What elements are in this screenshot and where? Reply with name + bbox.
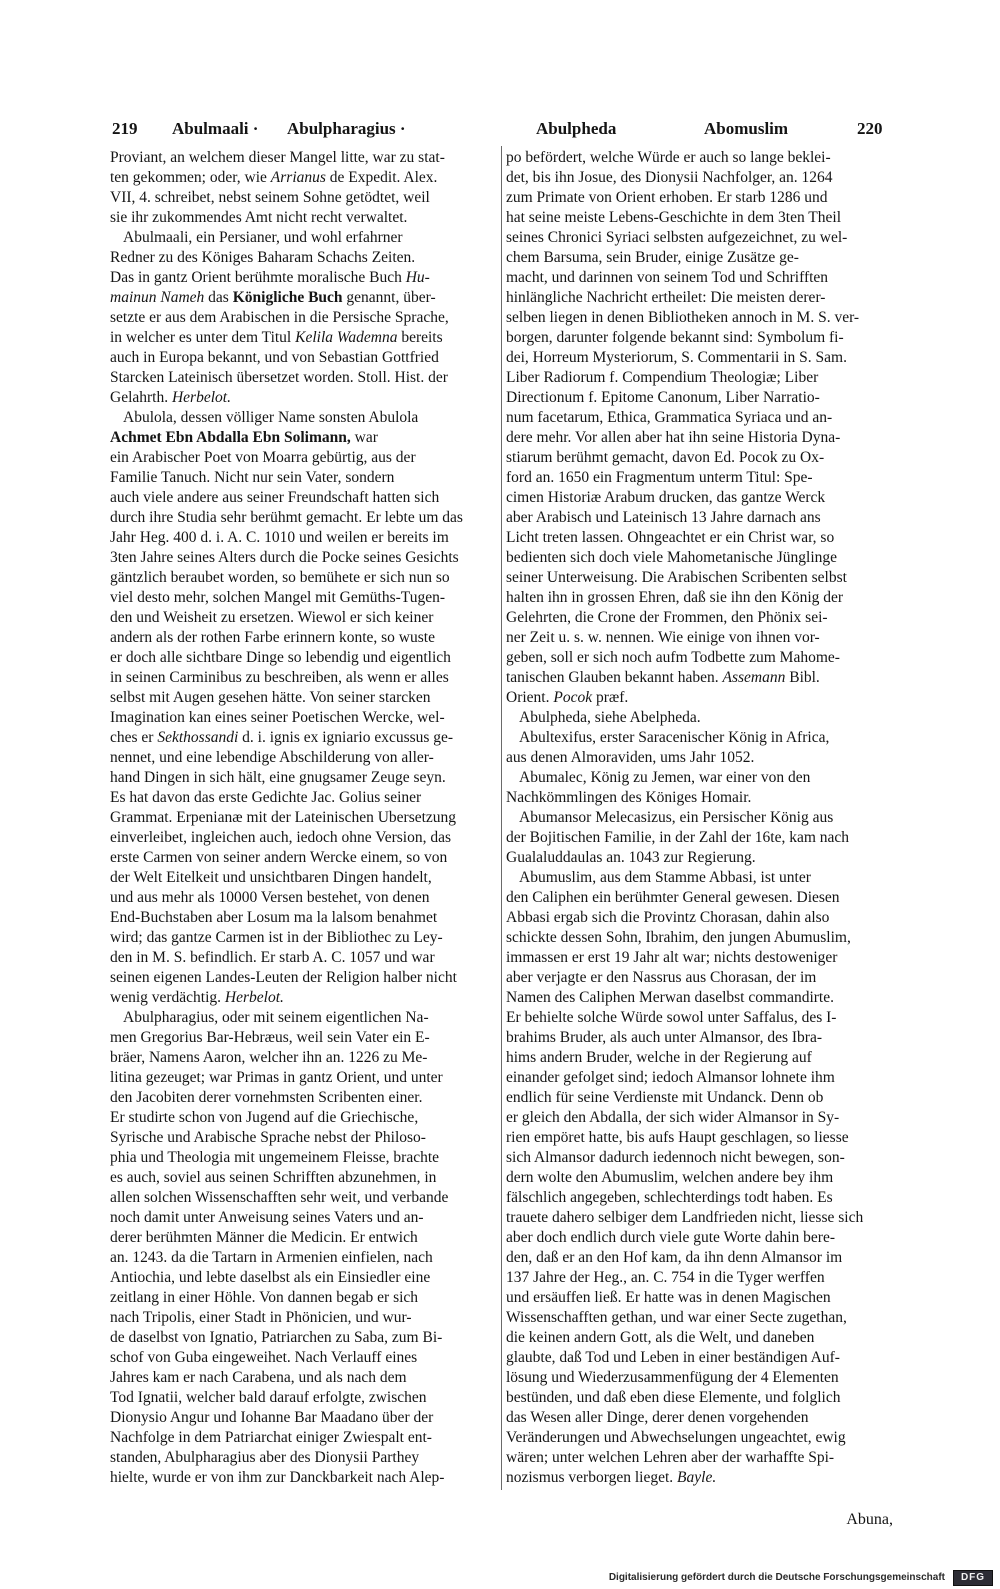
right-column-line [506,1468,894,1488]
left-column-line: es auch, soviel aus seinen Schrifften abzunehmen, in [110,1169,437,1186]
line-text: nozismus verborgen lieget. [506,1469,678,1486]
right-column-line: dere mehr. Vor allen aber hat ihn seine Historia Dyna- [506,429,841,446]
line-text: tanischen Glauben bekannt haben. [506,669,723,686]
left-column-line: allen solchen Wissenschafften sehr weit, und verbande [110,1189,449,1206]
right-column-line: einander gefolget sind; iedoch Almansor lohnete ihm [506,1069,835,1086]
left-column-line: wird; das gantze Carmen ist in der Bibliothec zu Ley- [110,929,443,946]
left-column-line: hand Dingen in sich hält, eine gnugsamer Zeuge seyn. [110,769,446,786]
line-text: das [204,289,233,306]
line-text: in welcher es unter dem Titul [110,329,296,346]
left-column-line: den in M. S. befindlich. Er starb A. C. 1057 und war [110,949,435,966]
left-column-line: noch damit unter Anweisung seines Vaters und an- [110,1209,424,1226]
right-column-line: Abumansor Melecasizus, ein Persischer König aus [519,809,834,826]
left-column-line [110,168,497,188]
right-column-line: aus denen Almoraviden, ums Jahr 1052. [506,749,755,766]
right-column-line: Nachkömmlingen des Königes Homair. [506,789,752,806]
right-column-line: aber verjagte er den Nassrus aus Chorasan, der im [506,969,817,986]
left-column-line: Abulmaali, ein Persianer, und wohl erfahrner [123,229,403,246]
right-column-line: zum Primate von Orient erhoben. Er starb 1286 und [506,189,828,206]
right-column-line: Namen des Caliphen Merwan daselbst commandirte. [506,989,834,1006]
left-column-line: nennet, und eine lebendige Abschilderung von aller- [110,749,434,766]
right-column-line: ner Zeit u. s. w. nennen. Wie einige von ihnen vor- [506,629,820,646]
line-text: wenig verdächtig. [110,989,225,1006]
left-running-head-first: Abulmaali · [172,119,259,138]
left-column-line: selbst mit Augen gesehen hätte. Von seiner starcken [110,689,431,706]
right-column-line: 137 Jahre der Heg., an. C. 754 in die Tyger werffen [506,1269,825,1286]
left-column-line: zeitlang in einer Höhle. Von dannen begab er sich [110,1289,419,1306]
bold-name: Königliche Buch [232,289,343,306]
line-text: d. i. ignis ex igniario excussus ge- [238,729,454,746]
line-text: bereits [397,329,443,346]
left-column-line: und aus mehr als 10000 Versen bestehet, von denen [110,889,430,906]
right-column-line: seines Chronici Syriaci selbsten aufgezeichnet, zu wel- [506,229,848,246]
right-running-head-last: Abomuslim [704,119,789,138]
right-column-line: rien empöret hatte, bis aufs Haupt geschlagen, so liesse [506,1129,849,1146]
left-column-line: nach Tripolis, einer Stadt in Phönicien, und wur- [110,1309,412,1326]
right-column-line: Liber Radiorum f. Compendium Theologiæ; Liber [506,369,819,386]
left-column-line: Jahr Heg. 400 d. i. A. C. 1010 und weilen er bereits im [110,529,449,546]
left-column-line: Abulpharagius, oder mit seinem eigentlichen Na- [123,1009,429,1026]
right-column-line: hat seine meiste Lebens-Geschichte in dem 3ten Theil [506,209,842,226]
left-column-line: standen, Abulpharagius aber des Dionysii Parthey [110,1449,420,1466]
right-column-line: bedienten sich doch viele Mahometanische Jünglinge [506,549,838,566]
right-column-line: er gleich den Abdalla, der sich wider Almansor in Sy- [506,1109,840,1126]
right-column-line: fälschlich angegeben, schlechterdings todt haben. Es [506,1189,833,1206]
left-column-line: Proviant, an welchem dieser Mangel litte, war zu stat- [110,149,445,166]
left-column-line: einverleibet, ingleichen auch, iedoch ohne Version, das [110,829,452,846]
left-column-line: derer berühmten Männer die Medicin. Er entwich [110,1229,418,1246]
left-column-line: in seinen Carminibus zu beschreiben, als wenn er alles [110,669,449,686]
right-column-line: seiner Unterweisung. Die Arabischen Scribenten selbst [506,569,847,586]
right-column-line: Licht treten lassen. Ohngeachtet er ein Christ war, so [506,529,835,546]
italic-reference: Kelila Wademna [295,329,398,346]
left-column-line: phia und Theologia mit ungemeinem Fleisse, brachte [110,1149,440,1166]
italic-reference: Sekthossandi [157,729,239,746]
left-column-line: litina gezeuget; war Primas in gantz Orient, und unter [110,1069,443,1086]
left-column-line [110,268,497,288]
italic-reference: Hu- [405,269,430,286]
right-column-line: dei, Horreum Mysteriorum, S. Commentarii in S. Sam. [506,349,847,366]
right-column-line: Wissenschafften gethan, und war einer Secte zugethan, [506,1309,847,1326]
italic-reference: Pocok [553,689,593,706]
right-column-line: immassen er erst 19 Jahr alt war; nichts destoweniger [506,949,838,966]
right-column-line: borgen, darunter folgende bekannt sind: Symbolum fi- [506,329,844,346]
right-column-line: brahims Bruder, als auch unter Almansor, des Ibra- [506,1029,822,1046]
left-column-line [110,388,497,408]
right-column-line: macht, und darinnen von seinem Tod und Schrifften [506,269,829,286]
left-column-line: Jahres kam er nach Carabena, und als nach dem [110,1369,407,1386]
right-column-line: bestünden, und daß eben diese Elemente, und folglich [506,1389,841,1406]
right-column-line: Gelehrten, die Crone der Frommen, den Phönix sei- [506,609,828,626]
left-page-number: 219 [112,119,138,138]
right-column-line: Veränderungen und Abwechselungen ungeachtet, ewig [506,1429,846,1446]
right-column-line: dern wolte den Abumuslim, welchen andere bey ihm [506,1169,834,1186]
right-column-line: Abbasi ergab sich die Provintz Chorasan, dahin also [506,909,830,926]
italic-reference: mainun Nameh [110,289,205,306]
left-column-line: Es hat davon das erste Gedichte Jac. Golius seiner [110,789,422,806]
right-column-line [506,688,894,708]
left-column-line: durch ihre Studia sehr berühmt gemacht. Er lebte um das [110,509,463,526]
right-column-line: glaubte, daß Tod und Leben in einer beständigen Auf- [506,1349,840,1366]
right-running-head-first: Abulpheda [536,119,617,138]
dfg-logo: DFG [953,1570,993,1586]
left-column-line: Grammat. Erpenianæ mit der Lateinischen Ubersetzung [110,809,457,826]
right-page-number: 220 [857,119,883,138]
right-column-line: hims andern Bruder, welche in der Regierung auf [506,1049,812,1066]
left-column-line: Abulola, dessen völliger Name sonsten Abulola [123,409,419,426]
right-column-line: selben liegen in denen Bibliotheken annoch in M. S. ver- [506,309,860,326]
italic-reference: Bayle. [677,1469,717,1486]
left-column-line: bräer, Namens Aaron, welcher ihn an. 1226 zu Me- [110,1049,428,1066]
italic-reference: Herbelot. [171,389,231,406]
line-text: Bibl. [785,669,820,686]
left-column-line: er doch alle sichtbare Dinge so lebendig und eigentlich [110,649,451,666]
right-column-line: Abultexifus, erster Saracenischer König in Africa, [519,729,830,746]
right-column-line: Directionum f. Epitome Canonum, Liber Narratio- [506,389,820,406]
italic-reference: Assemann [722,669,786,686]
left-text-column [110,148,497,1488]
line-text: Gelahrth. [110,389,172,406]
catchword: Abuna, [846,1511,893,1528]
right-column-line: das Wesen aller Dinge, derer denen vorgehenden [506,1409,809,1426]
right-column-line: wären; unter welchen Lehren aber der warhaffte Spi- [506,1449,835,1466]
left-column-line: End-Buchstaben aber Losum ma la lalsom benahmet [110,909,438,926]
right-column-line: sich Almansor dadurch iedennoch nicht bewegen, son- [506,1149,845,1166]
right-column-line: Er behielte solche Würde sowol unter Saffalus, des I- [506,1009,837,1026]
right-column-line: der Bojitischen Familie, in der Zahl der 16te, kam nach [506,829,850,846]
left-column-line: setzte er aus dem Arabischen in die Persische Sprache, [110,309,449,326]
left-column-line: Antiochia, und lebte daselbst als ein Einsiedler eine [110,1269,431,1286]
column-divider [501,146,502,1490]
right-column-line [506,668,894,688]
right-column-line: num facetarum, Ethica, Grammatica Syriaca und an- [506,409,833,426]
right-column-line: halten ihn in grossen Ehren, daß sie ihn den König der [506,589,844,606]
left-column-line: der Welt Eitelkeit und unsichtbaren Dingen handelt, [110,869,432,886]
left-column-line: schof von Guba eingeweihet. Nach Verlauff eines [110,1349,418,1366]
left-column-line [110,988,497,1008]
left-column-line: hielte, wurde er von ihm zur Danckbarkeit nach Alep- [110,1469,445,1486]
left-column-line [110,288,497,308]
left-column-line: sie ihr zukommendes Amt nicht recht verwaltet. [110,209,408,226]
left-column-line: Nachfolge in dem Patriarchat einiger Zwiespalt ent- [110,1429,432,1446]
left-column-line: Familie Tanuch. Nicht nur sein Vater, sondern [110,469,395,486]
left-column-line: gäntzlich beraubet worden, so bemühete er sich nun so [110,569,450,586]
line-text: war [350,429,378,446]
left-column-line: erste Carmen von seiner andern Wercke einem, so von [110,849,448,866]
right-column-line: trauete dahero selbiger dem Landfrieden nicht, liesse sich [506,1209,864,1226]
line-text: præf. [592,689,629,706]
left-column-line: viel desto mehr, solchen Mangel mit Gemüths-Tugen- [110,589,446,606]
line-text: de Expedit. Alex. [325,169,438,186]
left-column-line: Dionysio Angur und Iohanne Bar Maadano über der [110,1409,434,1426]
right-column-line: aber doch endlich durch viele gute Worte dahin bere- [506,1229,835,1246]
left-running-head-last: Abulpharagius · [287,119,406,138]
right-column-line: den, daß er an den Hof kam, da ihn denn Almansor im [506,1249,843,1266]
right-column-line: Gualaluddaulas an. 1043 zur Regierung. [506,849,756,866]
left-column-line: Imagination kan eines seiner Poetischen Wercke, wel- [110,709,445,726]
left-column-line: seinen eigenen Landes-Leuten der Religion halber nicht [110,969,457,986]
left-column-line: Starcken Lateinisch übersetzet worden. Stoll. Hist. der [110,369,448,386]
left-column-line: an. 1243. da die Tartarn in Armenien einfielen, nach [110,1249,433,1266]
right-column-line: geben, soll er sich noch aufm Todbette zum Mahome- [506,649,840,666]
right-column-line: Abulpheda, siehe Abelpheda. [519,709,701,726]
right-text-column [506,148,894,1488]
left-column-line: auch in Europa bekannt, und von Sebastian Gottfried [110,349,439,366]
left-column-line [110,428,497,448]
left-column-line: Syrische und Arabische Sprache nebst der Philoso- [110,1129,426,1146]
left-column-line: Tod Ignatii, welcher bald darauf erfolgte, zwischen [110,1389,427,1406]
right-column-line: Abumuslim, aus dem Stamme Abbasi, ist unter [519,869,811,886]
right-column-line: lösung und Wiederzusammenfügung der 4 Elementen [506,1369,839,1386]
right-column-line: und ersäuffen ließ. Er hatte was in denen Magischen [506,1289,831,1306]
left-column-line: Er studirte schon von Jugend auf die Griechische, [110,1109,419,1126]
right-column-line: stiarum berühmt gemacht, davon Ed. Pocok zu Ox- [506,449,825,466]
right-column-line: chem Barsuma, sein Bruder, einige Zusätze ge- [506,249,799,266]
right-column-line: det, bis ihn Josue, des Dionysii Nachfolger, an. 1264 [506,169,833,186]
right-column-line: schickte dessen Sohn, Ibrahim, den jungen Abumuslim, [506,929,851,946]
italic-reference: Arrianus [270,169,326,186]
right-column-line: po befördert, welche Würde er auch so lange beklei- [506,149,831,166]
line-text: ches er [110,729,158,746]
left-column-line: ein Arabischer Poet von Moarra gebürtig, aus der [110,449,416,466]
left-column-line: auch viele andere aus seiner Freundschaft hatten sich [110,489,440,506]
left-column-line [110,728,497,748]
left-column-line: andern als der rothen Farbe erinnern konte, so wuste [110,629,435,646]
left-column-line [110,328,497,348]
right-column-line: die keinen andern Gott, als die Welt, und daneben [506,1329,815,1346]
italic-reference: Herbelot. [224,989,284,1006]
left-column-line: 3ten Jahre seines Alters durch die Pocke seines Gesichts [110,549,459,566]
left-column-line: VII, 4. schreibet, nebst seinem Sohne getödtet, weil [110,189,430,206]
right-column-line: hinlängliche Nachricht ertheilet: Die meisten derer- [506,289,826,306]
line-text: Orient. [506,689,554,706]
right-column-line: den Caliphen ein berühmter General gewesen. Diesen [506,889,840,906]
line-text: ten gekommen; oder, wie [110,169,271,186]
right-column-line: aber Arabisch und Lateinisch 13 Jahre darnach ans [506,509,821,526]
bold-name: Achmet Ebn Abdalla Ebn Solimann, [110,429,351,446]
left-column-line: de daselbst von Ignatio, Patriarchen zu Saba, zum Bi- [110,1329,443,1346]
left-column-line: den und Weisheit zu ersetzen. Wiewol er sich keiner [110,609,434,626]
digitization-credit: Digitalisierung gefördert durch die Deutsche Forschungsgemeinschaft [608,1572,945,1583]
right-column-line: ford an. 1650 ein Fragmentum unterm Titul: Spe- [506,469,813,486]
right-column-line: endlich für seine Verdienste mit Undanck. Denn ob [506,1089,824,1106]
left-column-line: den Jacobiten derer vornehmsten Scribenten einer. [110,1089,423,1106]
line-text: Das in gantz Orient berühmte moralische Buch [110,269,406,286]
right-column-line: cimen Historiæ Arabum drucken, das gantze Werck [506,489,826,506]
right-column-line: Abumalec, König zu Jemen, war einer von den [519,769,811,786]
left-column-line: Redner zu des Königes Baharam Schachs Zeiten. [110,249,416,266]
line-text: genannt, über- [342,289,436,306]
left-column-line: men Gregorius Bar-Hebræus, weil sein Vater ein E- [110,1029,430,1046]
